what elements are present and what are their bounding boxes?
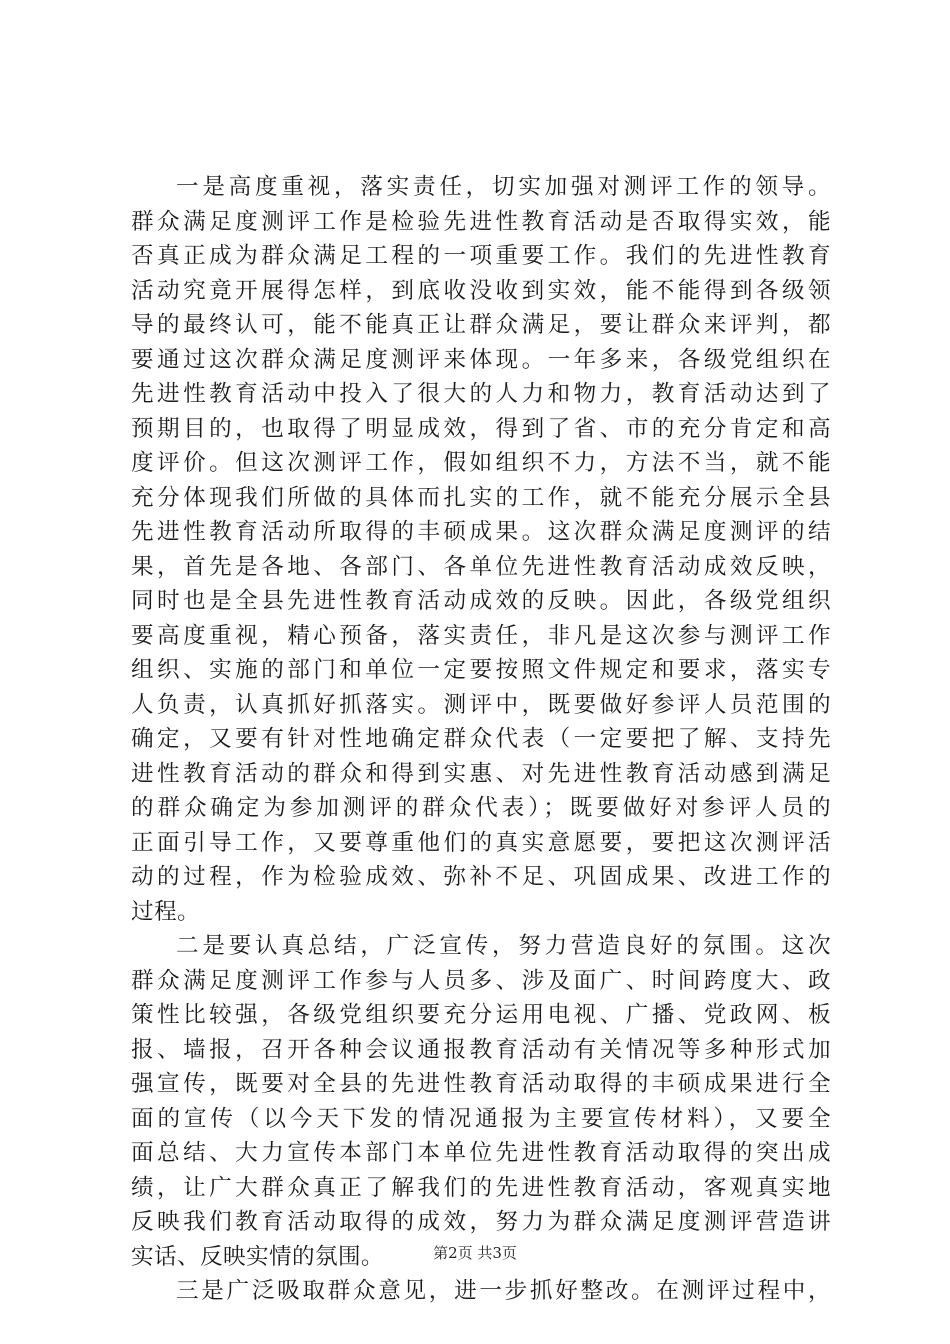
text-line: 群众满足度测评工作参与人员多、涉及面广、时间跨度大、政 — [131, 967, 831, 994]
text-line: 三是广泛吸取群众意见，进一步抓好整改。在测评过程中， — [176, 1278, 831, 1304]
text-line: 果，首先是各地、各部门、各单位先进性教育活动成效反映， — [131, 553, 831, 580]
text-line: 度评价。但这次测评工作，假如组织不力，方法不当，就不能 — [131, 450, 831, 476]
text-line: 反映我们教育活动取得的成效，努力为群众满足度测评营造讲 — [131, 1209, 831, 1235]
text-line: 同时也是全县先进性教育活动成效的反映。因此，各级党组织 — [131, 588, 831, 614]
text-line: 强宣传，既要对全县的先进性教育活动取得的丰硕成果进行全 — [131, 1071, 831, 1097]
page-footer: 第2页 共3页 — [433, 1244, 517, 1262]
text-line: 导的最终认可，能不能真正让群众满足，要让群众来评判，都 — [131, 312, 831, 338]
text-line: 预期目的，也取得了明显成效，得到了省、市的充分肯定和高 — [131, 415, 831, 442]
text-line: 面总结、大力宣传本部门本单位先进性教育活动取得的突出成 — [131, 1140, 831, 1166]
text-line: 要高度重视，精心预备，落实责任，非凡是这次参与测评工作 — [131, 622, 831, 649]
text-line: 一是高度重视，落实责任，切实加强对测评工作的领导。 — [176, 174, 831, 200]
text-line: 过程。 — [131, 898, 200, 925]
text-line: 充分体现我们所做的具体而扎实的工作，就不能充分展示全县 — [131, 484, 831, 511]
text-line: 先进性教育活动所取得的丰硕成果。这次群众满足度测评的结 — [131, 519, 831, 545]
text-line: 人负责，认真抓好抓落实。测评中，既要做好参评人员范围的 — [131, 691, 831, 718]
text-line: 策性比较强，各级党组织要充分运用电视、广播、党政网、板 — [131, 1002, 831, 1028]
text-line: 动的过程，作为检验成效、弥补不足、巩固成果、改进工作的 — [131, 864, 831, 890]
text-line: 报、墙报，召开各种会议通报教育活动有关情况等多种形式加 — [131, 1036, 831, 1063]
text-line: 的群众确定为参加测评的群众代表）；既要做好对参评人员的 — [131, 795, 831, 821]
text-line: 确定，又要有针对性地确定群众代表（一定要把了解、支持先 — [131, 726, 831, 752]
text-line: 否真正成为群众满足工程的一项重要工作。我们的先进性教育 — [131, 243, 831, 269]
text-line: 先进性教育活动中投入了很大的人力和物力，教育活动达到了 — [131, 381, 831, 407]
text-line: 绩，让广大群众真正了解我们的先进性教育活动，客观真实地 — [131, 1174, 831, 1201]
text-line: 面的宣传（以今天下发的情况通报为主要宣传材料），又要全 — [131, 1105, 831, 1132]
text-line: 要通过这次群众满足度测评来体现。一年多来，各级党组织在 — [131, 346, 831, 373]
document-body — [131, 170, 831, 1309]
text-line: 群众满足度测评工作是检验先进性教育活动是否取得实效，能 — [131, 208, 831, 235]
text-line: 进性教育活动的群众和得到实惠、对先进性教育活动感到满足 — [131, 760, 831, 787]
text-line: 二是要认真总结，广泛宣传，努力营造良好的氛围。这次 — [176, 933, 831, 959]
text-line: 实话、反映实情的氛围。 — [131, 1243, 384, 1270]
text-line: 活动究竟开展得怎样，到底收没收到实效，能不能得到各级领 — [131, 277, 831, 304]
text-line: 组织、实施的部门和单位一定要按照文件规定和要求，落实专 — [131, 657, 831, 683]
text-line: 正面引导工作，又要尊重他们的真实意愿要，要把这次测评活 — [131, 829, 831, 856]
